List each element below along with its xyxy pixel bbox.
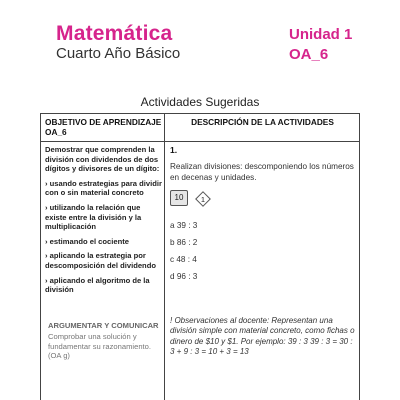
objective-item: › estimando el cociente	[45, 236, 129, 246]
objective-item: › utilizando la relación que existe entre la división y la multiplicación	[45, 202, 142, 232]
header-divider	[41, 141, 359, 142]
description-column-header: DESCRIPCIÓN DE LA ACTIVIDADES	[191, 117, 334, 127]
exercise-item: a 39 : 3	[170, 221, 198, 230]
unit-label: Unidad 1	[289, 26, 353, 43]
objective-intro: Demostrar que comprenden la división con dividendos de dos dígitos y divisores de un dígito:	[45, 145, 160, 174]
section-title: Actividades Sugeridas	[140, 95, 260, 109]
objective-column-header: OBJETIVO DE APRENDIZAJE OA_6	[45, 117, 162, 137]
activity-number: 1.	[170, 145, 178, 155]
diamond-label: 1	[200, 194, 206, 204]
oa-label: OA_6	[289, 46, 329, 63]
subject-title: Matemática	[56, 22, 173, 45]
objective-item: › aplicando el algoritmo de la división	[45, 275, 150, 295]
argue-title: ARGUMENTAR Y COMUNICAR	[48, 321, 159, 330]
objective-item: › aplicando la estrategia por descomposición del dividendo	[45, 251, 156, 270]
column-divider	[164, 114, 165, 400]
diamond-one-icon	[195, 191, 211, 207]
ten-chip-icon: 10	[170, 190, 188, 206]
description-cell	[170, 145, 356, 357]
exercise-item: d 96 : 3	[170, 272, 198, 281]
objective-item: › usando estrategias para dividir con o sin material concreto	[45, 178, 162, 198]
activities-table	[40, 113, 360, 400]
teacher-observation: ! Observaciones al docente: Representan una división simple con material concreto, como fichas o dinero de $10 y $1. Por ejemplo: 39 : 3 39 : 3 = 30 : 3 + 9 : 3 = 10 + 3 = 13	[170, 316, 355, 357]
objective-cell	[45, 145, 162, 295]
argue-text: Comprobar una solución y fundamentar su razonamiento. (OA g)	[48, 332, 151, 360]
argue-communicate-block	[48, 321, 160, 361]
exercise-item: b 86 : 2	[170, 238, 198, 247]
activity-instruction: Realizan divisiones: descomponiendo los números en decenas y unidades.	[170, 162, 354, 182]
exercise-item: c 48 : 4	[170, 255, 197, 264]
grade-subtitle: Cuarto Año Básico	[56, 45, 181, 62]
